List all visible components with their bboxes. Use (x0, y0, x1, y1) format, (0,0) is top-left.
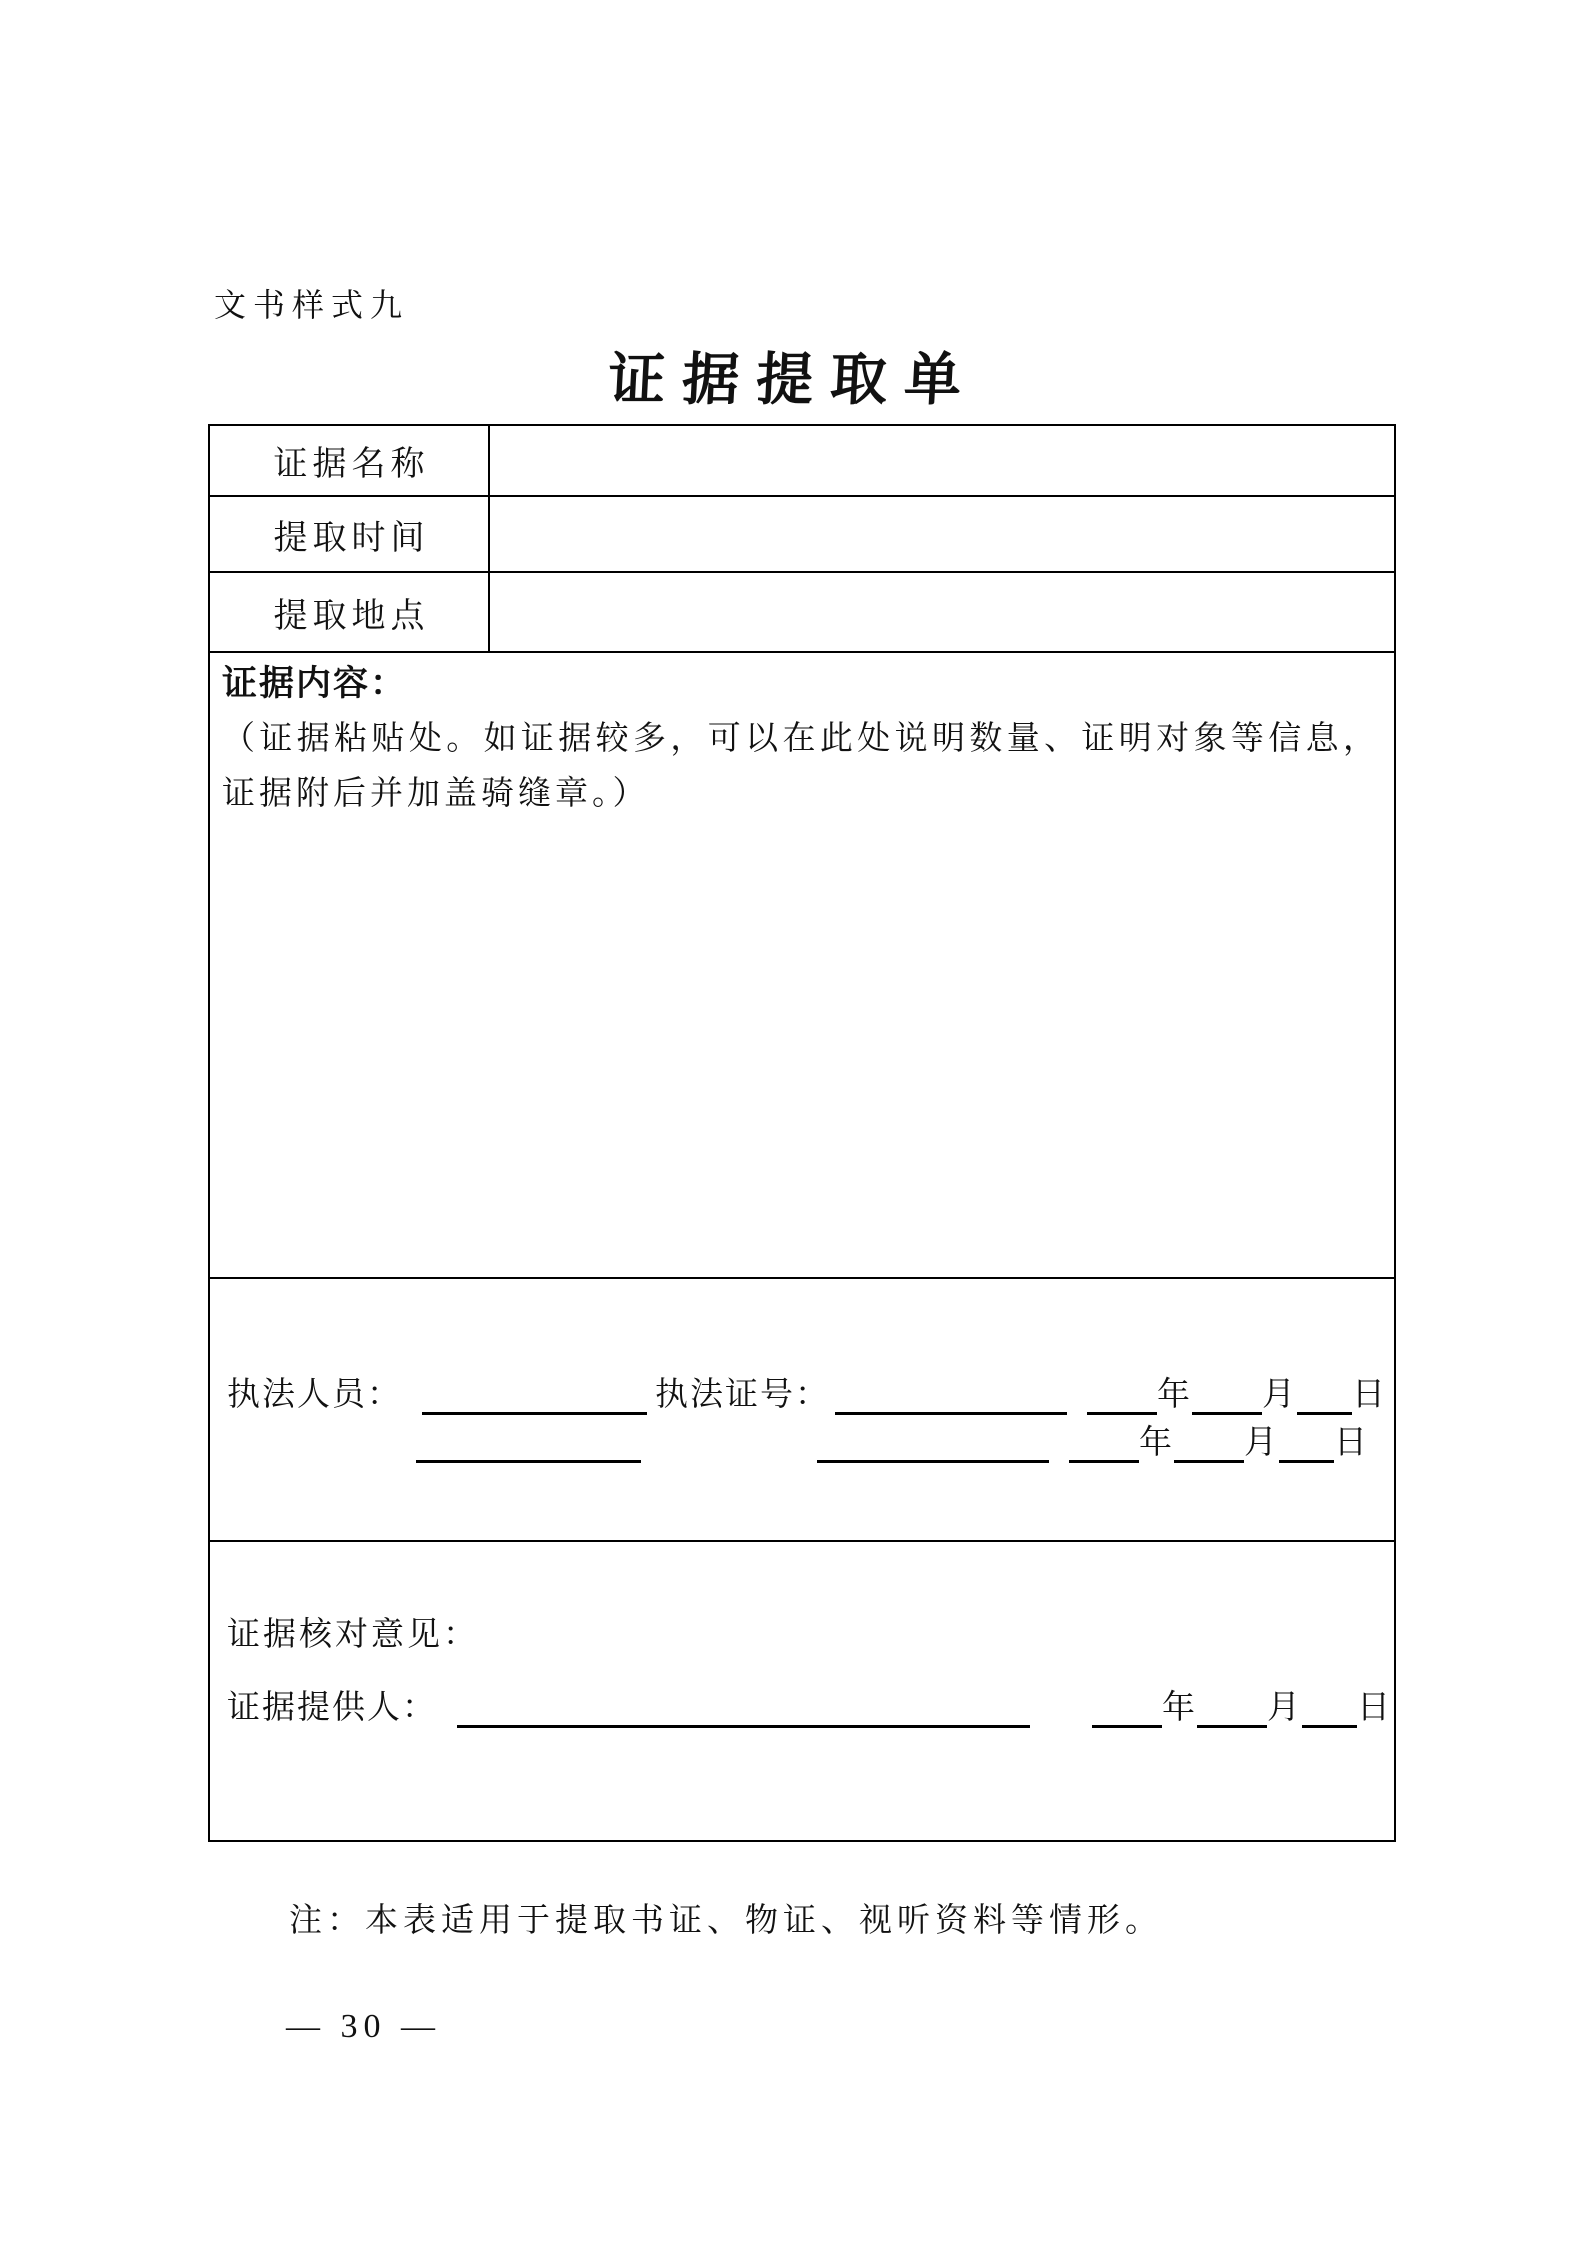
table-row-evidence-name (210, 426, 1394, 495)
date-month-blank-field (1174, 1425, 1244, 1463)
evidence-name-value-cell (490, 426, 1394, 495)
evidence-provider-line (227, 1688, 1392, 1728)
date-day-blank-field (1297, 1377, 1352, 1415)
officer-label: 执法人员： (227, 1377, 402, 1413)
date-month-blank-field (1197, 1690, 1267, 1728)
year-label: 年 (1162, 1690, 1197, 1726)
date-year-blank-field (1092, 1690, 1162, 1728)
evidence-content-section (210, 651, 1394, 1277)
doc-style-label: 文书样式九 (214, 287, 410, 323)
officer-signature-line-1 (227, 1375, 1387, 1415)
day-label: 日 (1352, 1377, 1387, 1413)
footer-note: 注：本表适用于提取书证、物证、视听资料等情形。 (289, 1903, 1163, 1939)
officer-signature-line-2 (416, 1423, 1369, 1463)
date-year-blank-field (1087, 1377, 1157, 1415)
evidence-form-table (208, 424, 1396, 1842)
year-label: 年 (1139, 1425, 1174, 1461)
year-label: 年 (1157, 1377, 1192, 1413)
provider-label: 证据提供人： (227, 1690, 437, 1726)
evidence-verification-section (210, 1540, 1394, 1840)
date-year-blank-field (1069, 1425, 1139, 1463)
day-label: 日 (1334, 1425, 1369, 1461)
page-number: — 30 — (286, 2008, 441, 2045)
month-label: 月 (1267, 1690, 1302, 1726)
date-day-blank-field (1302, 1690, 1357, 1728)
cert-number-label: 执法证号： (655, 1377, 830, 1413)
extraction-place-value-cell (490, 573, 1394, 651)
officer-name-blank-field (422, 1377, 647, 1415)
evidence-name-label: 证据名称 (210, 426, 490, 495)
day-label: 日 (1357, 1690, 1392, 1726)
table-row-extraction-time (210, 495, 1394, 571)
officers-signature-section (210, 1277, 1394, 1540)
extraction-place-label: 提取地点 (210, 573, 490, 651)
evidence-content-header: 证据内容： (222, 664, 408, 703)
table-row-extraction-place (210, 571, 1394, 651)
evidence-content-note: （证据粘贴处。如证据较多，可以在此处说明数量、证明对象等信息，证据附后并加盖骑缝章。） (222, 721, 1380, 812)
extraction-time-value-cell (490, 497, 1394, 571)
extraction-time-label: 提取时间 (210, 497, 490, 571)
cert-number-blank-field (835, 1377, 1067, 1415)
date-day-blank-field (1279, 1425, 1334, 1463)
page-title: 证据提取单 (606, 346, 981, 413)
cert-number-blank-field (817, 1425, 1049, 1463)
review-opinion-label: 证据核对意见： (227, 1617, 479, 1653)
provider-name-blank-field (457, 1690, 1030, 1728)
month-label: 月 (1262, 1377, 1297, 1413)
date-month-blank-field (1192, 1377, 1262, 1415)
officer-name-blank-field (416, 1425, 641, 1463)
month-label: 月 (1244, 1425, 1279, 1461)
